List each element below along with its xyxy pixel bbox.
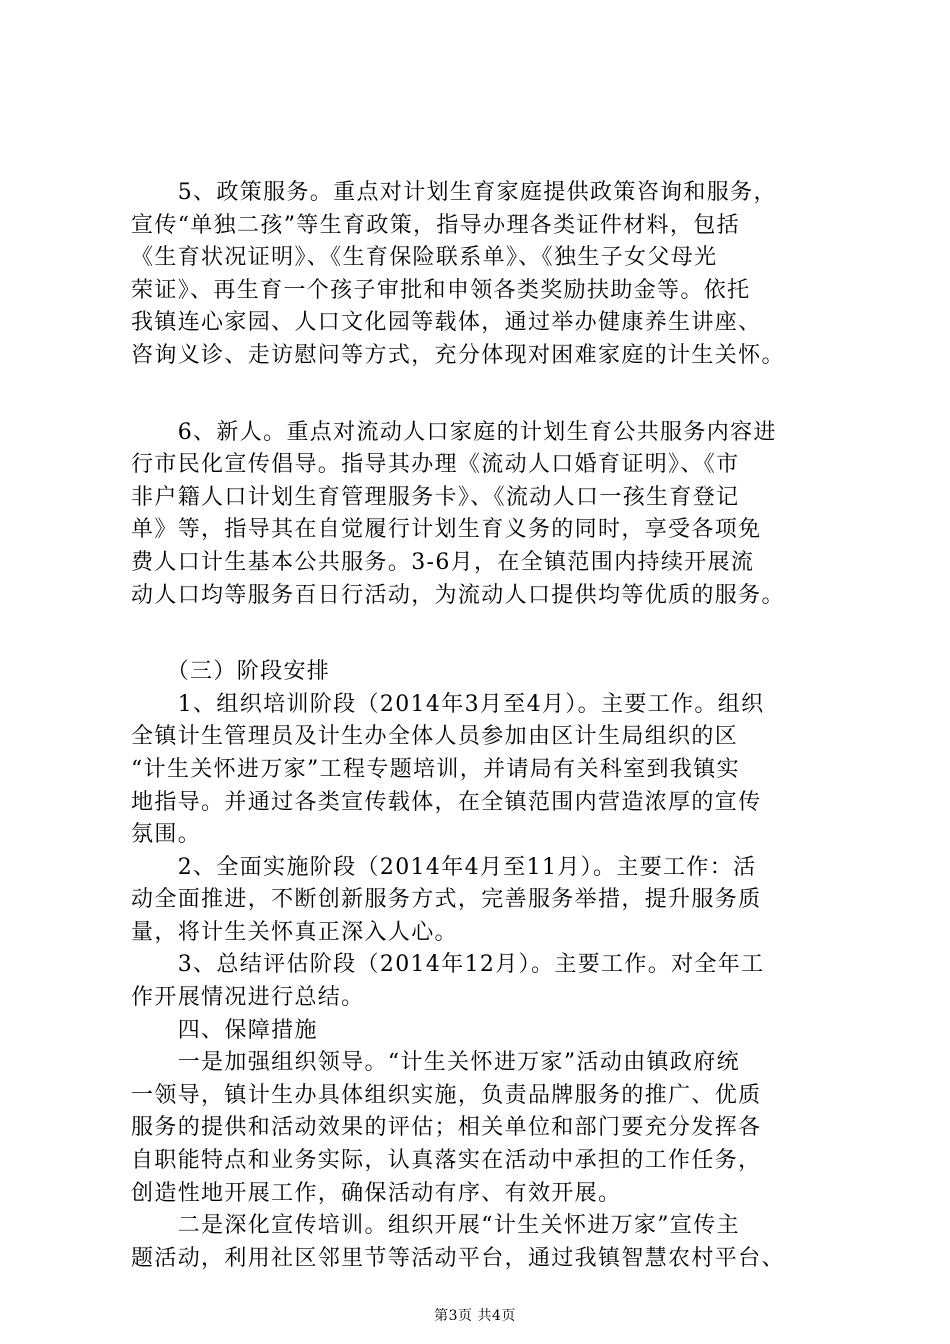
text-line: 1、组织培训阶段（2014年3月至4月）。主要工作。组织 <box>131 691 765 717</box>
text-line: 一是加强组织领导。“计生关怀进万家”活动由镇政府统 <box>131 1050 740 1076</box>
text-line: 荣证》、再生育一个孩子审批和申领各类奖励扶助金等。依托 <box>131 277 751 303</box>
paragraph-new-residents <box>131 417 851 613</box>
text-line: 一领导，镇计生办具体组织实施，负责品牌服务的推广、优质 <box>131 1082 762 1108</box>
page-number-footer: 第3页 共4页 <box>434 1308 516 1324</box>
text-line: 创造性地开展工作，确保活动有序、有效开展。 <box>131 1180 622 1206</box>
text-line: 咨询义诊、走访慰问等方式，充分体现对困难家庭的计生关怀。 <box>131 342 785 368</box>
text-line: 5、政策服务。重点对计划生育家庭提供政策咨询和服务， <box>131 180 777 205</box>
text-line: 地指导。并通过各类宣传载体，在全镇范围内营造浓厚的宣传 <box>131 789 762 815</box>
text-line: 服务的提供和活动效果的评估；相关单位和部门要充分发挥各 <box>131 1115 762 1141</box>
text-line: 作开展情况进行总结。 <box>131 985 365 1011</box>
text-line: 3、总结评估阶段（2014年12月）。主要工作。对全年工 <box>131 952 765 978</box>
text-line: 题活动，利用社区邻里节等活动平台，通过我镇智慧农村平台、 <box>131 1245 785 1271</box>
text-line: 二是深化宣传培训。组织开展“计生关怀进万家”宣传主 <box>131 1213 740 1239</box>
text-line: 我镇连心家园、人口文化园等载体，通过举办健康养生讲座、 <box>131 310 762 336</box>
paragraph-policy-service <box>131 177 851 373</box>
text-line: 行市民化宣传倡导。指导其办理《流动人口婚育证明》、《市 <box>131 452 740 478</box>
paragraph-gap <box>131 612 851 656</box>
section-heading: 四、保障措施 <box>131 1017 318 1043</box>
text-line: 非户籍人口计划生育管理服务卡》、《流动人口一孩生育登记 <box>131 484 740 510</box>
text-line: 2、全面实施阶段（2014年4月至11月）。主要工作：活 <box>131 854 757 880</box>
text-line: 动全面推进，不断创新服务方式，完善服务举措，提升服务质 <box>131 887 762 913</box>
text-line: “计生关怀进万家”工程专题培训，并请局有关科室到我镇实 <box>131 756 740 782</box>
section-heading: （三）阶段安排 <box>131 659 331 685</box>
text-line: 自职能特点和业务实际，认真落实在活动中承担的工作任务， <box>131 1148 762 1174</box>
paragraph-gap <box>131 373 851 417</box>
text-line: 费人口计生基本公共服务。3-6月，在全镇范围内持续开展流 <box>131 549 755 575</box>
text-line: 单》等，指导其在自觉履行计划生育义务的同时，享受各项免 <box>131 517 762 543</box>
section-schedule-and-measures <box>131 656 851 1275</box>
text-line: 宣传“单独二孩”等生育政策，指导办理各类证件材料，包括 <box>131 212 740 238</box>
text-line: 6、新人。重点对流动人口家庭的计划生育公共服务内容进 <box>131 419 777 445</box>
text-line: 量，将计生关怀真正深入人心。 <box>131 919 458 945</box>
text-line: 氛围。 <box>131 822 202 848</box>
text-line: 《生育状况证明》、《生育保险联系单》、《独生子女父母光 <box>131 245 718 271</box>
text-line: 动人口均等服务百日行活动，为流动人口提供均等优质的服务。 <box>131 582 785 608</box>
text-line: 全镇计生管理员及计生办全体人员参加由区计生局组织的区 <box>131 724 739 750</box>
document-body <box>131 177 851 1275</box>
